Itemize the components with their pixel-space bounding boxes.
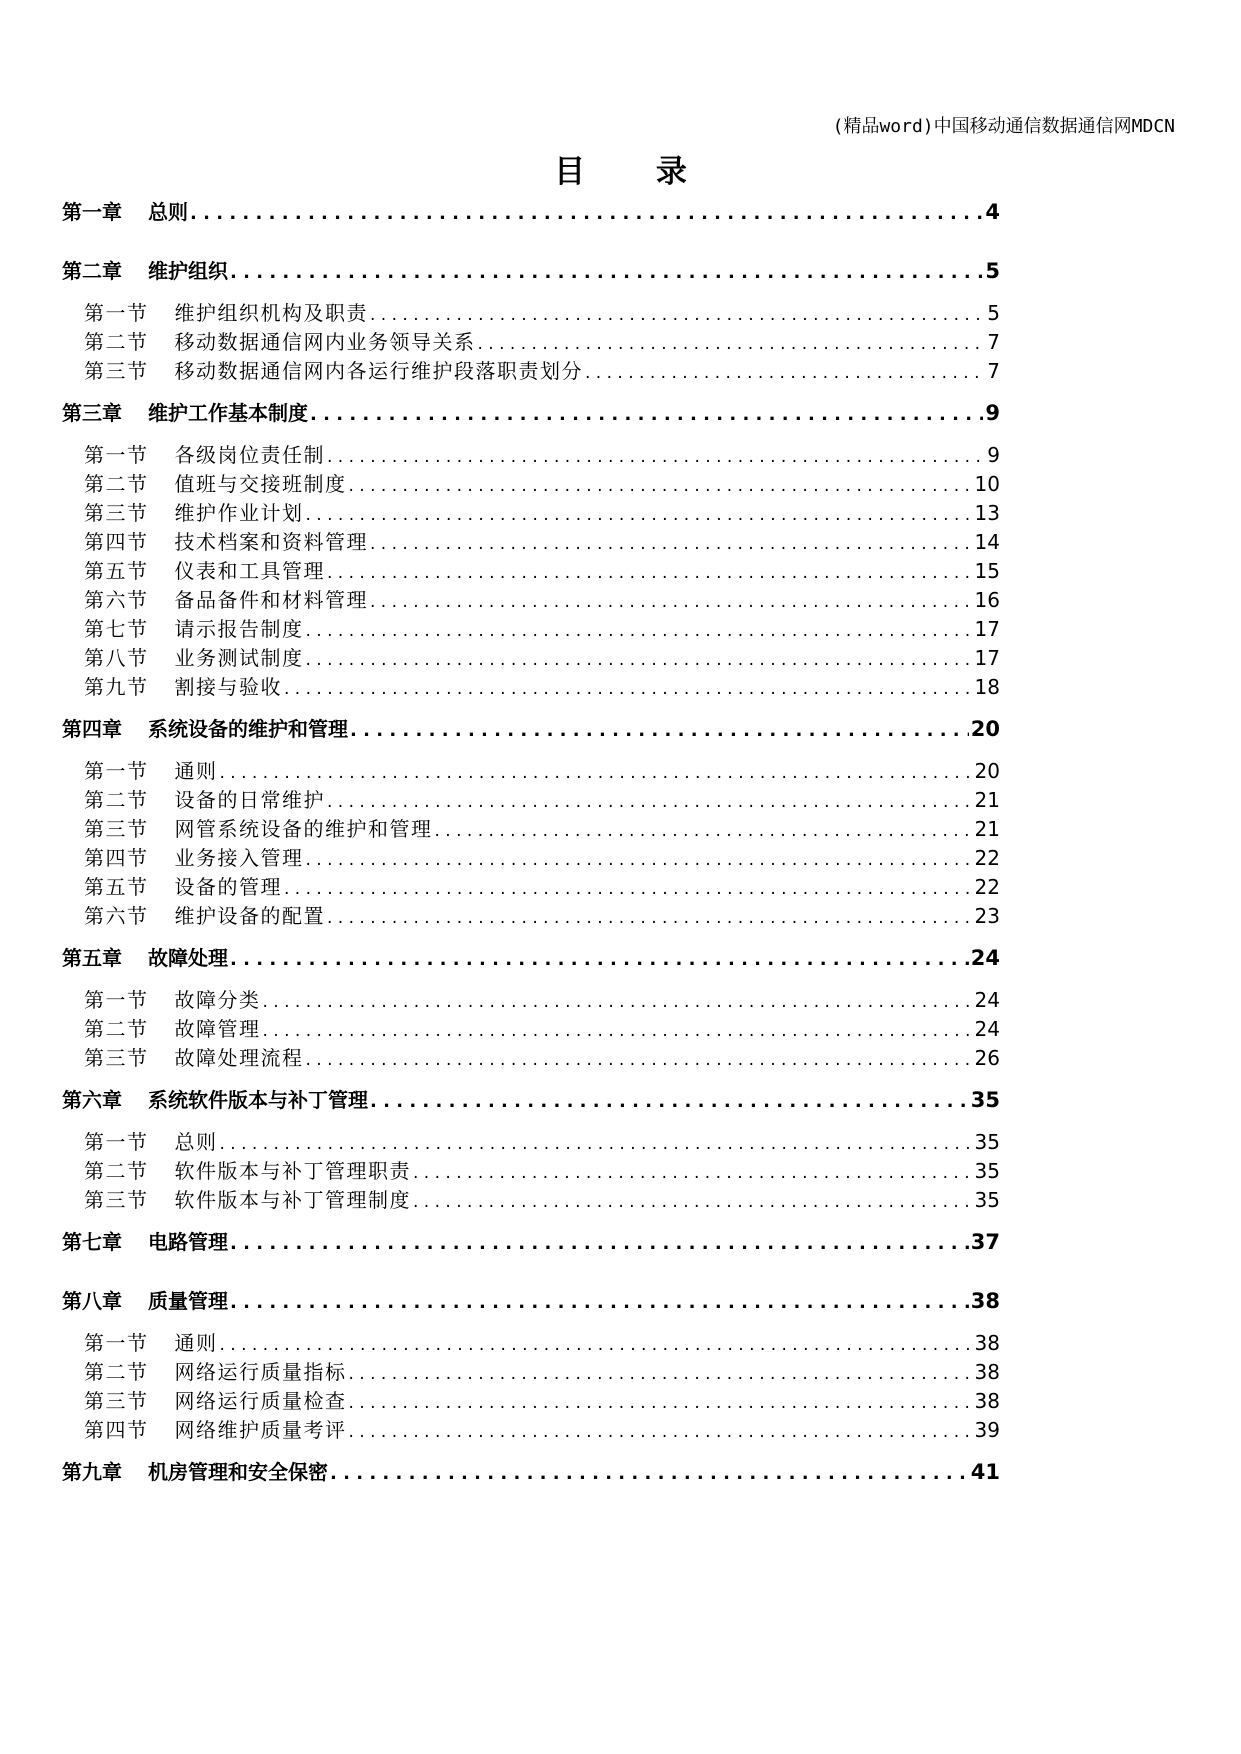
toc-section-page: 26 (974, 1046, 1000, 1070)
toc-section-title: 故障处理流程 (174, 1046, 304, 1070)
toc-chapter-label (62, 942, 228, 971)
toc-chapter-page: 24 (970, 946, 1000, 970)
toc-section-page: 7 (987, 359, 1000, 383)
toc-section-title: 软件版本与补丁管理职责 (174, 1159, 411, 1183)
toc-section[interactable] (62, 1155, 1000, 1184)
toc-chapter[interactable] (62, 942, 1000, 971)
toc-section-title: 业务测试制度 (174, 646, 304, 670)
toc-chapter-title: 系统设备的维护和管理 (148, 717, 348, 741)
toc-section-number: 第三节 (84, 1389, 149, 1413)
toc-section-title: 各级岗位责任制 (174, 443, 325, 467)
toc-leader-dots (230, 949, 969, 970)
toc-section[interactable] (62, 871, 1000, 900)
toc-leader-dots (263, 1021, 973, 1041)
toc-section[interactable] (62, 584, 1000, 613)
toc-chapter[interactable] (62, 1084, 1000, 1113)
toc-chapter-label (62, 397, 308, 426)
toc-section[interactable] (62, 984, 1000, 1013)
toc-section[interactable] (62, 439, 1000, 468)
toc-section-label (84, 900, 325, 929)
toc-section-number: 第一节 (84, 301, 149, 325)
page-header: (精品word)中国移动通信数据通信网MDCN (832, 116, 1175, 137)
toc-section-number: 第三节 (84, 1046, 149, 1070)
toc-section-number: 第三节 (84, 817, 149, 841)
toc-section-label (84, 468, 347, 497)
toc-section-number: 第二节 (84, 472, 149, 496)
toc-section-number: 第六节 (84, 588, 149, 612)
toc-chapter-title: 维护组织 (148, 259, 228, 283)
toc-section[interactable] (62, 1184, 1000, 1213)
toc-section-title: 请示报告制度 (174, 617, 304, 641)
toc-section-number: 第一节 (84, 1130, 149, 1154)
toc-section-title: 故障分类 (174, 988, 261, 1012)
toc-section-number: 第四节 (84, 530, 149, 554)
toc-section-number: 第一节 (84, 1331, 149, 1355)
toc-leader-dots (327, 563, 973, 583)
toc-section[interactable] (62, 613, 1000, 642)
toc-leader-dots (370, 305, 985, 325)
toc-section-number: 第八节 (84, 646, 149, 670)
toc-chapter-title: 质量管理 (148, 1289, 228, 1313)
toc-section-title: 网络运行质量检查 (174, 1389, 347, 1413)
toc-section-label (84, 526, 368, 555)
toc-section-page: 35 (974, 1188, 1000, 1212)
toc-leader-dots (478, 334, 986, 354)
toc-section-page: 35 (974, 1130, 1000, 1154)
toc-section[interactable] (62, 355, 1000, 384)
toc-leader-dots (230, 1233, 969, 1254)
toc-section-label (84, 1327, 218, 1356)
toc-section-page: 39 (974, 1418, 1000, 1442)
toc-leader-dots (413, 1163, 973, 1183)
toc-section-label (84, 1184, 411, 1213)
toc-section[interactable] (62, 1356, 1000, 1385)
toc-chapter-number: 第四章 (62, 717, 122, 741)
toc-section-page: 35 (974, 1159, 1000, 1183)
toc-section-page: 18 (974, 675, 1000, 699)
toc-leader-dots (349, 1393, 973, 1413)
toc-section-number: 第六节 (84, 904, 149, 928)
toc-chapter[interactable] (62, 1456, 1000, 1485)
toc-section-page: 13 (974, 501, 1000, 525)
toc-chapter-label (62, 1226, 228, 1255)
toc-chapter-title: 总则 (148, 200, 188, 224)
toc-section[interactable] (62, 297, 1000, 326)
toc-section-title: 总则 (174, 1130, 218, 1154)
toc-section-title: 技术档案和资料管理 (174, 530, 368, 554)
toc-section-page: 5 (987, 301, 1000, 325)
toc-chapter[interactable] (62, 196, 1000, 225)
toc-chapter-label (62, 1084, 368, 1113)
toc-leader-dots (330, 1463, 969, 1484)
toc-section-page: 22 (974, 875, 1000, 899)
toc-section-number: 第九节 (84, 675, 149, 699)
toc-section-page: 9 (987, 443, 1000, 467)
toc-section-page: 20 (974, 759, 1000, 783)
toc-chapter-number: 第一章 (62, 200, 122, 224)
toc-section-label (84, 842, 304, 871)
toc-section-title: 值班与交接班制度 (174, 472, 347, 496)
toc-section-title: 软件版本与补丁管理制度 (174, 1188, 411, 1212)
toc-leader-dots (220, 763, 973, 783)
toc-leader-dots (435, 821, 973, 841)
toc-leader-dots (350, 720, 969, 741)
toc-section-title: 故障管理 (174, 1017, 261, 1041)
toc-section-title: 通则 (174, 759, 218, 783)
toc-section-title: 移动数据通信网内业务领导关系 (174, 330, 476, 354)
toc-chapter-number: 第二章 (62, 259, 122, 283)
toc-chapter-title: 系统软件版本与补丁管理 (148, 1088, 368, 1112)
toc-section-title: 网管系统设备的维护和管理 (174, 817, 433, 841)
toc-section[interactable] (62, 642, 1000, 671)
toc-leader-dots (327, 447, 985, 467)
toc-leader-dots (220, 1335, 973, 1355)
toc-section-label (84, 1013, 261, 1042)
toc-chapter-label (62, 255, 228, 284)
toc-chapter-title: 电路管理 (148, 1230, 228, 1254)
toc-chapter[interactable] (62, 713, 1000, 742)
toc-leader-dots (349, 476, 973, 496)
toc-section-page: 7 (987, 330, 1000, 354)
toc-section[interactable] (62, 555, 1000, 584)
toc-section-label (84, 1155, 411, 1184)
toc-section-number: 第五节 (84, 559, 149, 583)
toc-section-number: 第五节 (84, 875, 149, 899)
toc-leader-dots (306, 505, 973, 525)
toc-section-title: 备品备件和材料管理 (174, 588, 368, 612)
toc-section[interactable] (62, 326, 1000, 355)
toc-section-label (84, 1356, 347, 1385)
toc-section[interactable] (62, 1327, 1000, 1356)
toc-section-page: 17 (974, 646, 1000, 670)
toc-section-number: 第七节 (84, 617, 149, 641)
toc-section-page: 21 (974, 817, 1000, 841)
toc-leader-dots (310, 404, 983, 425)
toc-leader-dots (370, 1091, 969, 1112)
toc-section-page: 38 (974, 1331, 1000, 1355)
toc-chapter-label (62, 1285, 228, 1314)
toc-chapter-page: 5 (985, 259, 1000, 283)
toc-section-number: 第二节 (84, 1159, 149, 1183)
toc-chapter-title: 维护工作基本制度 (148, 401, 308, 425)
toc-section-title: 仪表和工具管理 (174, 559, 325, 583)
toc-leader-dots (349, 1364, 973, 1384)
toc-chapter[interactable] (62, 255, 1000, 284)
toc-leader-dots (306, 621, 973, 641)
toc-section-number: 第四节 (84, 1418, 149, 1442)
toc-section-page: 14 (974, 530, 1000, 554)
toc-chapter-page: 4 (985, 200, 1000, 224)
toc-chapter-page: 41 (970, 1460, 1000, 1484)
toc-chapter[interactable] (62, 1226, 1000, 1255)
toc-section-number: 第一节 (84, 988, 149, 1012)
toc-leader-dots (190, 203, 983, 224)
toc-section-title: 设备的日常维护 (174, 788, 325, 812)
toc-section-label (84, 784, 325, 813)
toc-section-page: 21 (974, 788, 1000, 812)
table-of-contents (62, 196, 1000, 1515)
toc-section-label (84, 755, 218, 784)
toc-section-label (84, 1042, 304, 1071)
toc-section-label (84, 1126, 218, 1155)
toc-section-label (84, 813, 433, 842)
toc-chapter-number: 第六章 (62, 1088, 122, 1112)
toc-chapter-number: 第七章 (62, 1230, 122, 1254)
toc-section-title: 维护作业计划 (174, 501, 304, 525)
toc-section-label (84, 497, 304, 526)
toc-chapter-title: 机房管理和安全保密 (148, 1460, 328, 1484)
toc-section-label (84, 555, 325, 584)
toc-section[interactable] (62, 1013, 1000, 1042)
toc-section[interactable] (62, 1414, 1000, 1443)
toc-chapter-label (62, 1456, 328, 1485)
toc-chapter-number: 第八章 (62, 1289, 122, 1313)
toc-section-label (84, 984, 261, 1013)
toc-leader-dots (327, 792, 973, 812)
toc-section-number: 第二节 (84, 1360, 149, 1384)
toc-section[interactable] (62, 813, 1000, 842)
toc-section[interactable] (62, 1042, 1000, 1071)
toc-section-label (84, 1385, 347, 1414)
toc-section[interactable] (62, 842, 1000, 871)
toc-leader-dots (306, 850, 973, 870)
toc-leader-dots (284, 879, 973, 899)
toc-section-number: 第二节 (84, 1017, 149, 1041)
toc-chapter[interactable] (62, 397, 1000, 426)
toc-section-page: 10 (974, 472, 1000, 496)
toc-chapter-label (62, 196, 188, 225)
toc-section-number: 第四节 (84, 846, 149, 870)
toc-section-number: 第二节 (84, 330, 149, 354)
toc-section-label (84, 439, 325, 468)
toc-leader-dots (230, 262, 983, 283)
toc-leader-dots (327, 908, 973, 928)
toc-section-label (84, 671, 282, 700)
toc-leader-dots (370, 592, 973, 612)
toc-section-label (84, 871, 282, 900)
toc-section-page: 16 (974, 588, 1000, 612)
toc-section-label (84, 326, 476, 355)
toc-chapter-page: 20 (970, 717, 1000, 741)
toc-section-page: 15 (974, 559, 1000, 583)
toc-chapter-number: 第九章 (62, 1460, 122, 1484)
toc-chapter-label (62, 713, 348, 742)
toc-chapter-title: 故障处理 (148, 946, 228, 970)
toc-leader-dots (306, 1050, 973, 1070)
toc-section-number: 第二节 (84, 788, 149, 812)
toc-section-label (84, 584, 368, 613)
toc-section-title: 移动数据通信网内各运行维护段落职责划分 (174, 359, 583, 383)
toc-section[interactable] (62, 1126, 1000, 1155)
toc-section[interactable] (62, 497, 1000, 526)
toc-section-page: 38 (974, 1389, 1000, 1413)
toc-section-title: 设备的管理 (174, 875, 282, 899)
page-title: 目 录 (554, 154, 717, 190)
toc-section-label (84, 297, 368, 326)
toc-leader-dots (284, 679, 973, 699)
toc-section-label (84, 642, 304, 671)
toc-section-page: 23 (974, 904, 1000, 928)
toc-section-title: 割接与验收 (174, 675, 282, 699)
toc-leader-dots (220, 1134, 973, 1154)
toc-section[interactable] (62, 526, 1000, 555)
toc-section-label (84, 1414, 347, 1443)
toc-section-page: 17 (974, 617, 1000, 641)
toc-section-number: 第一节 (84, 759, 149, 783)
toc-section-number: 第三节 (84, 501, 149, 525)
toc-leader-dots (413, 1192, 973, 1212)
toc-chapter[interactable] (62, 1285, 1000, 1314)
toc-section-page: 22 (974, 846, 1000, 870)
toc-section-page: 24 (974, 1017, 1000, 1041)
toc-section-title: 维护组织机构及职责 (174, 301, 368, 325)
toc-section-number: 第三节 (84, 1188, 149, 1212)
toc-section-title: 网络运行质量指标 (174, 1360, 347, 1384)
toc-section-title: 网络维护质量考评 (174, 1418, 347, 1442)
toc-chapter-page: 35 (970, 1088, 1000, 1112)
toc-section-title: 通则 (174, 1331, 218, 1355)
toc-leader-dots (263, 992, 973, 1012)
toc-section-page: 38 (974, 1360, 1000, 1384)
toc-section[interactable] (62, 755, 1000, 784)
toc-leader-dots (306, 650, 973, 670)
toc-section-title: 业务接入管理 (174, 846, 304, 870)
toc-chapter-page: 9 (985, 401, 1000, 425)
toc-section[interactable] (62, 671, 1000, 700)
toc-section[interactable] (62, 900, 1000, 929)
toc-section-page: 24 (974, 988, 1000, 1012)
toc-leader-dots (585, 363, 985, 383)
toc-chapter-page: 37 (970, 1230, 1000, 1254)
toc-chapter-number: 第三章 (62, 401, 122, 425)
toc-section[interactable] (62, 468, 1000, 497)
toc-section-number: 第一节 (84, 443, 149, 467)
toc-section[interactable] (62, 784, 1000, 813)
toc-section-title: 维护设备的配置 (174, 904, 325, 928)
toc-section-label (84, 355, 583, 384)
toc-chapter-page: 38 (970, 1289, 1000, 1313)
toc-leader-dots (349, 1422, 973, 1442)
toc-leader-dots (230, 1292, 969, 1313)
toc-chapter-number: 第五章 (62, 946, 122, 970)
toc-section[interactable] (62, 1385, 1000, 1414)
toc-section-number: 第三节 (84, 359, 149, 383)
toc-section-label (84, 613, 304, 642)
toc-leader-dots (370, 534, 973, 554)
